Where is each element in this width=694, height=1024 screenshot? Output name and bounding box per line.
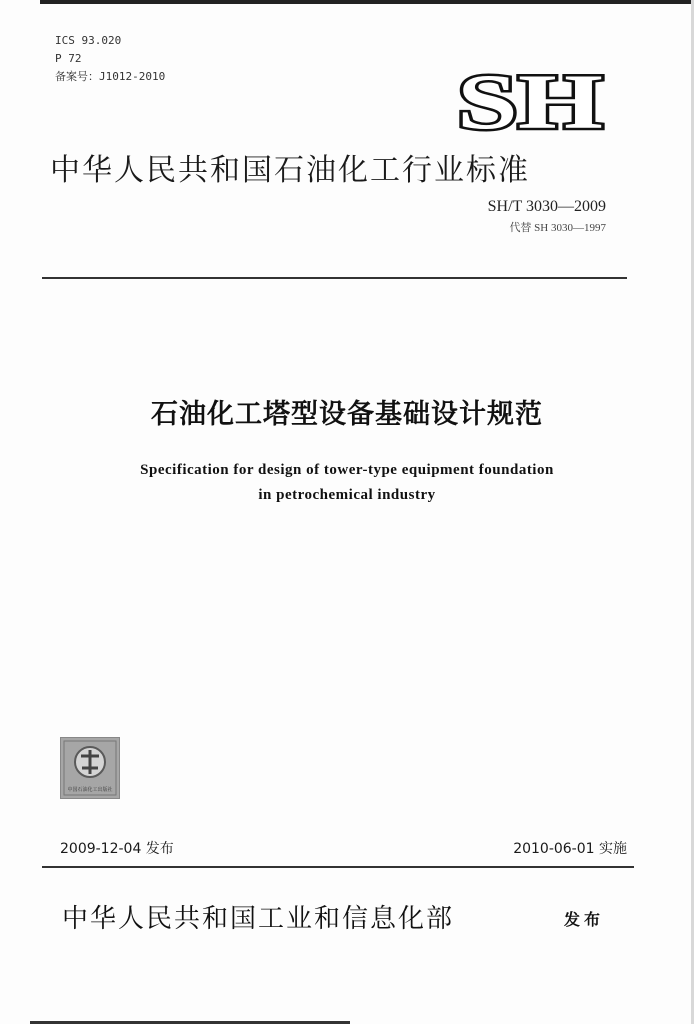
issue-verb: 发布 <box>564 910 605 929</box>
footer-divider <box>42 866 634 868</box>
issuing-authority: 中华人民共和国工业和信息化部 <box>62 904 455 934</box>
replaces-code: 代替 SH 3030—1997 <box>509 222 606 234</box>
issue-date: 2009-12-04 发布 <box>60 841 174 857</box>
record-number: 备案号：J1012-2010 <box>55 70 166 83</box>
stamp-text: 中国石油化工出版社 <box>67 787 113 793</box>
title-en-line-1: Specification for design of tower-type equipment foundation <box>140 462 554 478</box>
standard-number-block <box>488 198 606 235</box>
industry-standard-title: 中华人民共和国石油化工行业标准 <box>50 153 530 188</box>
sh-logo-text: SH <box>457 68 603 134</box>
document-title-en <box>0 458 694 508</box>
classification-meta <box>55 32 165 86</box>
ics-code: ICS 93.020 <box>55 34 122 47</box>
standard-code: SH/T 3030—2009 <box>487 198 606 215</box>
implementation-date: 2010-06-01 实施 <box>513 841 627 857</box>
header-divider <box>42 277 627 279</box>
title-en-line-2: in petrochemical industry <box>258 487 436 503</box>
scan-top-edge <box>40 0 694 4</box>
class-code: P 72 <box>55 52 82 65</box>
document-title-cn: 石油化工塔型设备基础设计规范 <box>151 399 543 430</box>
publisher-stamp <box>60 737 120 799</box>
sh-logo <box>455 68 605 134</box>
